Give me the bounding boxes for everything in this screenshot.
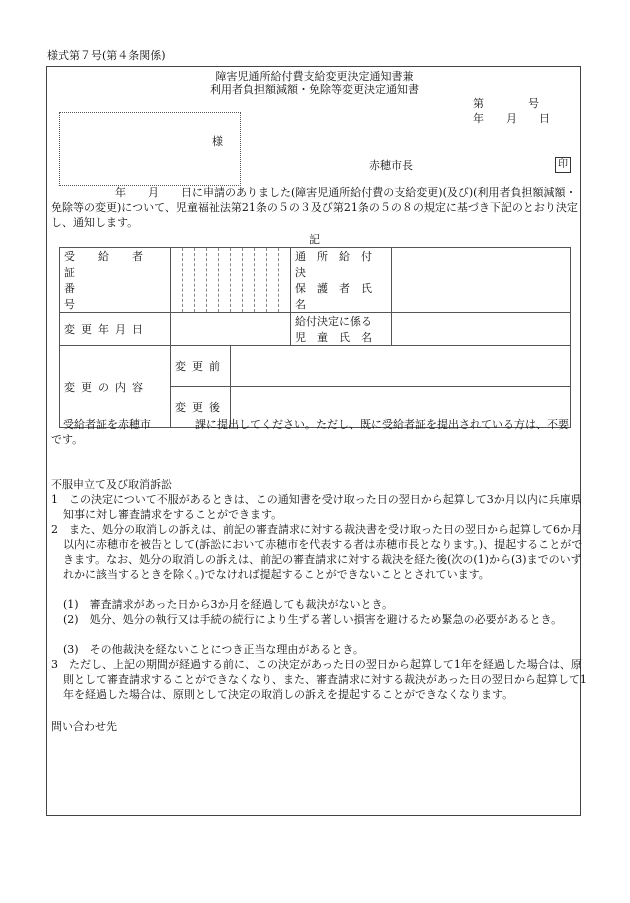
contact-label: 問い合わせ先 (51, 720, 117, 733)
appeal-item: 1 この決定について不服があるときは、この通知書を受け取った日の翌日から起算して3か月以内に兵庫県知事に対し審査請求をすることができます。 (51, 493, 582, 521)
appeal-subitem: (2) 処分、処分の執行又は手続の続行により生ずる著しい損害を避けるため緊急の必要があるとき。 (63, 613, 563, 626)
guardian-name-field[interactable] (392, 248, 571, 313)
child-name-label: 給付決定に係る 児 童 氏 名 (291, 313, 392, 346)
appeal-item: 3 ただし、上記の期間が経過する前に、この決定があった日の翌日から起算して1年を経過した場合は、原則として審査請求することができなくなり、また、審査請求に対する裁決があった日の翌日から起算して1年を経過した場合は、原則として決定の取消しの訴えを提起することができなくなります。 (51, 658, 587, 701)
decision-table (59, 247, 571, 428)
cert-digit[interactable] (279, 248, 291, 313)
cert-digit[interactable] (195, 248, 207, 313)
cert-number-label: 受 給 者 証 番 号 (60, 248, 171, 313)
recipient-suffix: 様 (212, 135, 223, 148)
form-number-label: 様式第７号(第４条関係) (47, 49, 166, 62)
intro-text: 年 月 日に申請のありました(障害児通所給付費の支給変更)(及び)(利用者負担額減額・免除等の変更)について、児童福祉法第21条の５の３及び第21条の５の８の規定に基づき下記のとおり決定し、通知します。 (51, 186, 578, 229)
appeal-heading: 不服申立て及び取消訴訟 (51, 478, 172, 491)
seal-mark: 印 (555, 157, 571, 173)
change-date-field[interactable] (171, 313, 291, 346)
guardian-name-label: 通 所 給 付 決 保 護 者 氏 名 (291, 248, 392, 313)
cert-digit[interactable] (255, 248, 267, 313)
submit-note: 受給者証を赤穂市 課に提出してください。ただし、既に受給者証を提出されている方は、不要です。 (51, 418, 569, 446)
appeal-subitem: (1) 審査請求があった日から3か月を経過しても裁決がないとき。 (63, 598, 394, 611)
appeal-item: 2 また、処分の取消しの訴えは、前記の審査請求に対する裁決書を受け取った日の翌日から起算して6か月以内に赤穂市を被告として(訴訟において赤穂市を代表する者は赤穂市長となります。)、提起することができます。なお、処分の取消しの訴えは、前記の審査請求に対する裁決を経た後(次の(1)から(3)までのいずれかに該当するときを除く。)でなければ提起することができないこととされています。 (51, 523, 583, 581)
ki-heading: 記 (309, 233, 320, 246)
document-date: 年 月 日 (473, 112, 550, 125)
after-label: 変更後 (171, 387, 231, 428)
issuer-name: 赤穂市長 (369, 159, 413, 172)
before-field[interactable] (231, 346, 571, 387)
cert-digit[interactable] (171, 248, 183, 313)
cert-digit[interactable] (207, 248, 219, 313)
before-label: 変更前 (171, 346, 231, 387)
document-title-line2: 利用者負担額減額・免除等変更決定通知書 (210, 83, 419, 96)
notice-frame (46, 66, 587, 816)
cert-digit[interactable] (231, 248, 243, 313)
recipient-address-box[interactable] (59, 112, 241, 186)
change-content-label: 変更の内容 (60, 346, 171, 428)
document-title-line1: 障害児通所給付費支給変更決定通知書兼 (215, 70, 414, 83)
cert-digit[interactable] (243, 248, 255, 313)
cert-digit[interactable] (219, 248, 231, 313)
cert-digit[interactable] (183, 248, 195, 313)
appeal-subitem: (3) その他裁決を経ないことにつき正当な理由があるとき。 (63, 643, 364, 656)
cert-digit[interactable] (267, 248, 279, 313)
child-name-field[interactable] (392, 313, 571, 346)
document-number: 第 号 (473, 97, 539, 110)
change-date-label: 変更年月日 (60, 313, 171, 346)
